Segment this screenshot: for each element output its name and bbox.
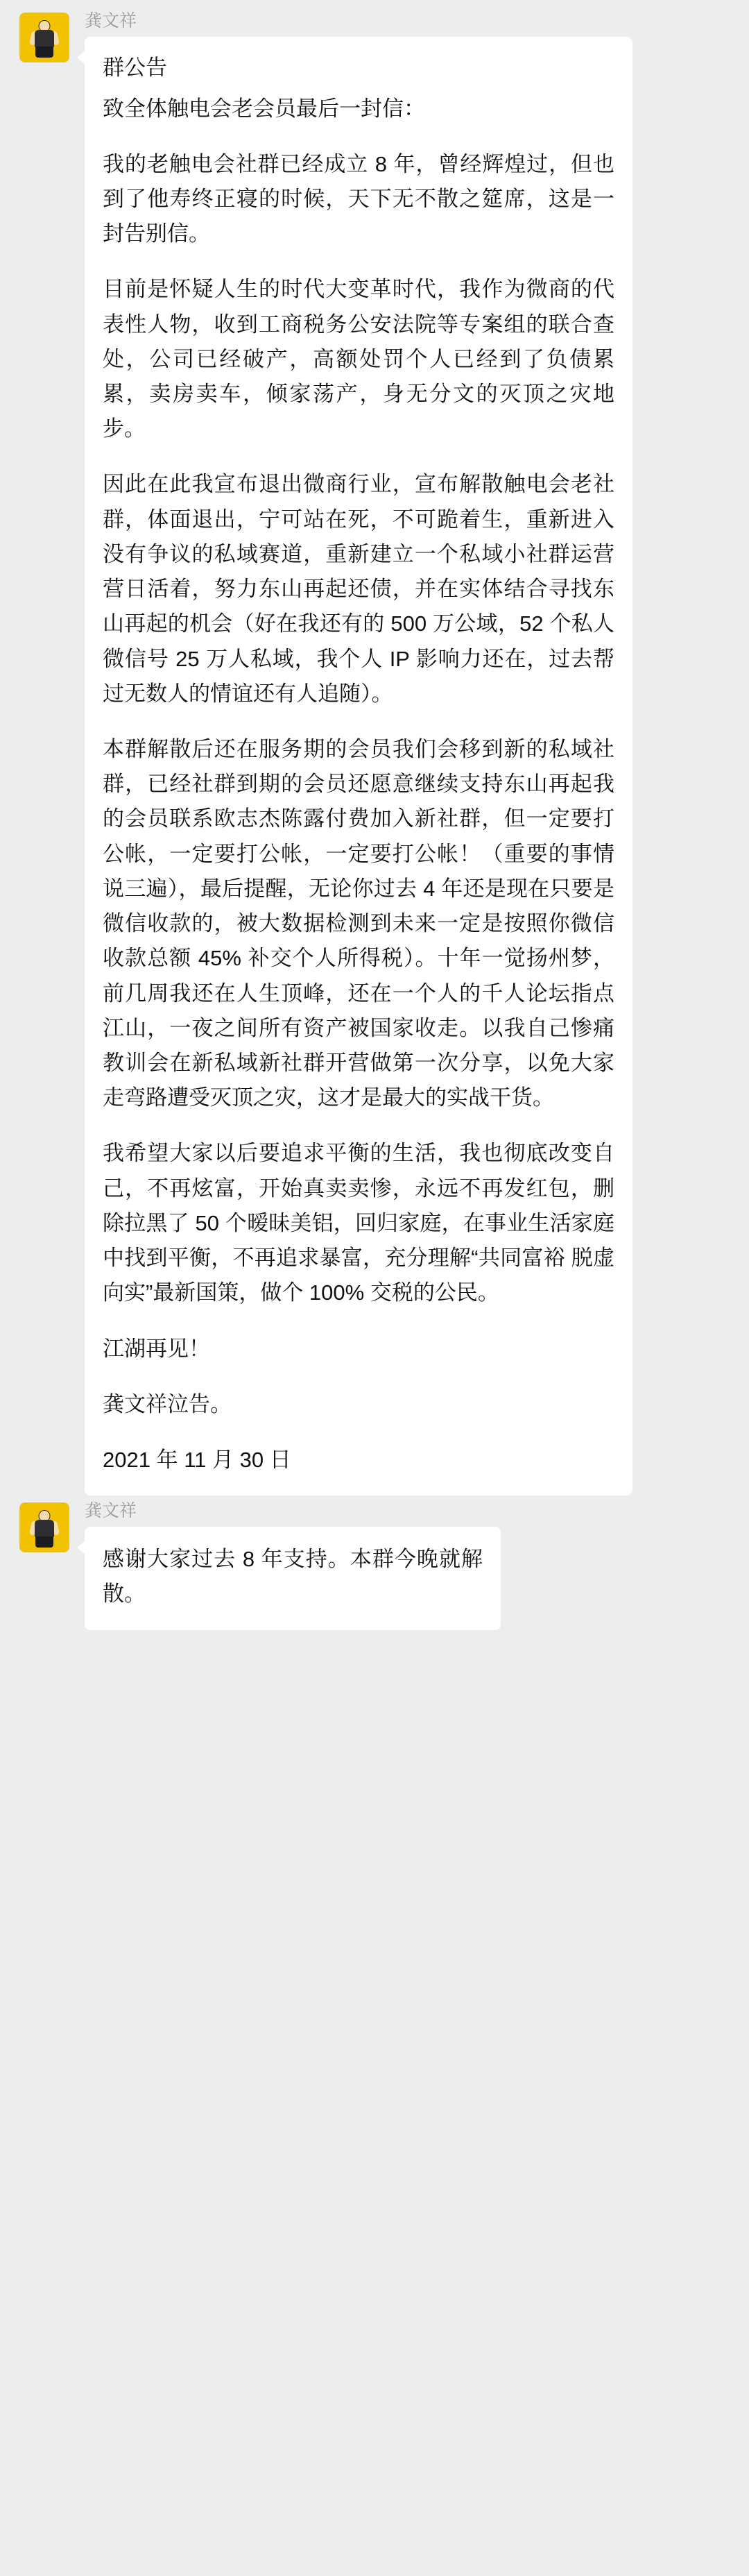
message-item xyxy=(0,12,749,1495)
message-date: 2021 年 11 月 30 日 xyxy=(103,1447,291,1472)
avatar[interactable] xyxy=(19,12,69,62)
message-paragraph: 本群解散后还在服务期的会员我们会移到新的私域社群，已经社群到期的会员还愿意继续支持东山再起我的会员联系欧志杰陈露付费加入新社群，但一定要打公帐，一定要打公帐，一定要打公帐！（重要的事情说三遍），最后提醒，无论你过去 4 年还是现在只要是微信收款的，被大数据检测到未来一定是按照你微信收款总额 45% 补交个人所得税）。十年一觉扬州梦，前几周我还在人生顶峰，还在一个人的千人论坛指点江山，一夜之间所有资产被国家收走。以我自己惨痛教训会在新私域新社群开营做第一次分享，以免大家走弯路遭受灭顶之灾，这才是最大的实战干货。 xyxy=(103,737,614,1110)
avatar[interactable] xyxy=(19,1502,69,1552)
message-item xyxy=(0,1502,749,1629)
message-paragraph: 江湖再见！ xyxy=(103,1336,210,1361)
message-bubble[interactable] xyxy=(85,1527,501,1629)
message-paragraph: 我希望大家以后要追求平衡的生活，我也彻底改变自己，不再炫富，开始真卖卖惨，永远不再发红包，删除拉黑了 50 个暧昧美铝，回归家庭，在事业生活家庭中找到平衡，不再追求暴富，充分理解“共同富裕 脱虚向实”最新国策，做个 100% 交税的公民。 xyxy=(103,1141,614,1305)
message-content xyxy=(85,12,632,1495)
message-content xyxy=(85,1502,501,1629)
message-paragraph: 致全体触电会老会员最后一封信： xyxy=(103,96,425,121)
announcement-title: 群公告 xyxy=(103,56,167,80)
message-paragraph: 目前是怀疑人生的时代大变革时代，我作为微商的代表性人物，收到工商税务公安法院等专案组的联合查处，公司已经破产，高额处罚个人已经到了负债累累，卖房卖车，倾家荡产，身无分文的灭顶之灾地步。 xyxy=(103,277,614,441)
avatar-figure-icon xyxy=(29,19,60,58)
message-paragraph: 感谢大家过去 8 年支持。本群今晚就解散。 xyxy=(103,1547,483,1607)
message-bubble[interactable] xyxy=(85,37,632,1495)
message-paragraph: 我的老触电会社群已经成立 8 年，曾经辉煌过，但也到了他寿终正寝的时候，天下无不散之筵席，这是一封告别信。 xyxy=(103,151,614,246)
message-paragraph: 龚文祥泣告。 xyxy=(103,1391,232,1416)
message-sender-name: 龚文祥 xyxy=(85,11,137,31)
message-paragraph: 因此在此我宣布退出微商行业，宣布解散触电会老社群，体面退出，宁可站在死，不可跪着生，重新进入没有争议的私域赛道，重新建立一个私域小社群运营营日活着，努力东山再起还债，并在实体结合寻找东山再起的机会（好在我还有的 500 万公域，52 个私人微信号 25 万人私域，我个人 IP 影响力还在，过去帮过无数人的情谊还有人追随）。 xyxy=(103,472,614,706)
message-sender-name: 龚文祥 xyxy=(85,1501,137,1521)
avatar-figure-icon xyxy=(29,1509,60,1548)
bottom-spacer xyxy=(0,1637,749,1658)
